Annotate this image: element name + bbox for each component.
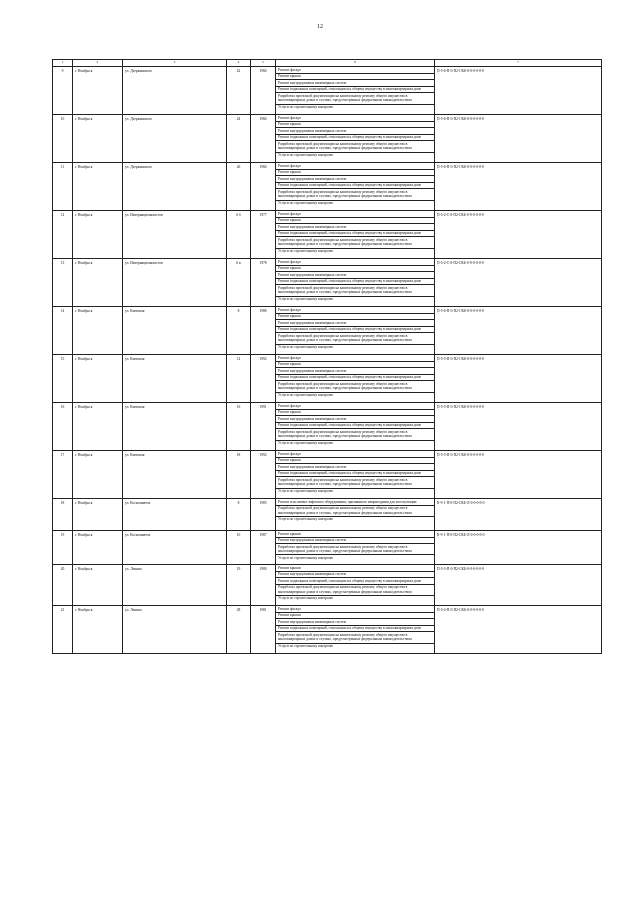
build-year-cell: 1984 — [251, 67, 276, 115]
work-item: Услуги по строительному контролю — [278, 489, 334, 494]
house-code-cell: П-5-6-П-0-П2-СКБ-0-0-0-0-0-0 — [435, 115, 602, 163]
work-item: Ремонт фасада — [276, 115, 434, 122]
row-number: 20 — [53, 565, 73, 606]
work-item: Ремонт крыши — [276, 362, 434, 369]
city-cell: г. Ноябрьск — [73, 211, 123, 259]
work-item: Разработка проектной документации на капитальному ремонту общего имущества в многоквартирных домах в случаях, предусмотренных федеральным законодательством — [276, 141, 434, 152]
street-cell: ул. Дзержинского — [123, 163, 227, 211]
house-number-cell: 12 — [227, 355, 251, 403]
city-cell: г. Ноябрьск — [73, 565, 123, 606]
house-number-cell: 28 — [227, 606, 251, 654]
work-item: Ремонт фасада — [276, 163, 434, 170]
street-cell: ул. Киевская — [123, 307, 227, 355]
street-cell: ул. Дзержинского — [123, 67, 227, 115]
works-list-cell — [276, 163, 435, 211]
build-year-cell: 1988 — [251, 307, 276, 355]
work-item: Услуги по строительному контролю — [278, 393, 334, 398]
city-cell: г. Ноябрьск — [73, 115, 123, 163]
work-item: Ремонт фасада — [276, 355, 434, 362]
work-item: Ремонт внутридомовых инженерных систем — [276, 128, 434, 135]
street-cell: ул. Киевская — [123, 403, 227, 451]
work-item: Ремонт внутридомовых инженерных систем — [276, 572, 434, 579]
work-item: Ремонт подвальных помещений, относящихся к общему имуществу в многоквартирном доме — [276, 135, 434, 142]
work-item: Ремонт внутридомовых инженерных систем — [276, 272, 434, 279]
build-year-cell: 1981 — [251, 606, 276, 654]
house-code-cell: П-5-6-П-0-П2-СКБ-0-0-0-0-0-0 — [435, 163, 602, 211]
house-number-cell: 6 б — [227, 211, 251, 259]
city-cell: г. Ноябрьск — [73, 355, 123, 403]
work-item: Ремонт крыши — [276, 74, 434, 81]
row-number: 17 — [53, 451, 73, 499]
city-cell: г. Ноябрьск — [73, 531, 123, 565]
row-number: 21 — [53, 606, 73, 654]
work-item: Ремонт крыши — [276, 314, 434, 321]
house-code-cell: П-5-6-П-0-П2-СКБ-0-0-0-0-0-0 — [435, 67, 602, 115]
street-cell: ул. Космонавтов — [123, 531, 227, 565]
work-item: Ремонт фасада — [276, 211, 434, 218]
city-cell: г. Ноябрьск — [73, 451, 123, 499]
work-item: Разработка проектной документации на капитальному ремонту общего имущества в многоквартирных домах в случаях, предусмотренных федеральным законодательством — [276, 506, 434, 517]
works-list-cell — [276, 565, 435, 606]
row-number: 15 — [53, 355, 73, 403]
work-item: Услуги по строительному контролю — [278, 345, 334, 350]
header-cell: 7 — [435, 60, 602, 67]
work-item: Ремонт фасада — [276, 451, 434, 458]
header-cell: 3 — [123, 60, 227, 67]
house-code-cell: П-5-5-П-0-П2-СКБ-0-0-0-0-0-0 — [435, 403, 602, 451]
street-cell: ул. Киевская — [123, 355, 227, 403]
row-number: 9 — [53, 67, 73, 115]
works-list-cell — [276, 403, 435, 451]
work-item: Ремонт крыши — [276, 170, 434, 177]
house-number-cell: 10 — [227, 531, 251, 565]
house-number-cell: 18 — [227, 451, 251, 499]
table-row — [53, 67, 602, 115]
street-cell: ул. Ленина — [123, 606, 227, 654]
house-number-cell: 24 — [227, 115, 251, 163]
work-item: Разработка проектной документации на капитальному ремонту общего имущества в многоквартирных домах в случаях, предусмотренных федеральным законодательством — [276, 189, 434, 200]
work-item: Услуги по строительному контролю — [278, 105, 334, 110]
work-item: Ремонт или замена лифтового оборудования, признанного непригодным для эксплуатации — [276, 499, 434, 506]
table-row — [53, 355, 602, 403]
works-list-cell — [276, 355, 435, 403]
street-cell: ул. Дзержинского — [123, 115, 227, 163]
house-number-cell: 8 — [227, 499, 251, 531]
build-year-cell: 1992 — [251, 451, 276, 499]
row-number: 12 — [53, 211, 73, 259]
work-item: Ремонт внутридомовых инженерных систем — [276, 80, 434, 87]
works-list-cell — [276, 499, 435, 531]
work-item: Ремонт внутридомовых инженерных систем — [276, 619, 434, 626]
works-list-cell — [276, 451, 435, 499]
table-row — [53, 259, 602, 307]
house-code-cell: П-5-6-П-0-П2-СКБ-0-0-0-0-0-0 — [435, 307, 602, 355]
build-year-cell: 1984 — [251, 115, 276, 163]
work-item: Услуги по строительному контролю — [278, 596, 334, 601]
work-item: Разработка проектной документации на капитальному ремонту общего имущества в многоквартирных домах в случаях, предусмотренных федеральным законодательством — [276, 585, 434, 596]
city-cell: г. Ноябрьск — [73, 163, 123, 211]
work-item: Ремонт подвальных помещений, относящихся к общему имуществу в многоквартирном доме — [276, 375, 434, 382]
work-item: Разработка проектной документации на капитальному ремонту общего имущества в многоквартирных домах в случаях, предусмотренных федеральным законодательством — [276, 477, 434, 488]
work-item: Услуги по строительному контролю — [278, 153, 334, 158]
work-item: Ремонт фасада — [276, 67, 434, 74]
table-row — [53, 115, 602, 163]
street-cell: ул. Космонавтов — [123, 499, 227, 531]
row-number: 10 — [53, 115, 73, 163]
row-number: 14 — [53, 307, 73, 355]
work-item: Ремонт внутридомовых инженерных систем — [276, 538, 434, 545]
work-item: Ремонт внутридомовых инженерных систем — [276, 176, 434, 183]
work-item: Ремонт подвальных помещений, относящихся к общему имуществу в многоквартирном доме — [276, 578, 434, 585]
build-year-cell: 1978 — [251, 259, 276, 307]
row-number: 13 — [53, 259, 73, 307]
row-number: 18 — [53, 499, 73, 531]
work-item: Ремонт подвальных помещений, относящихся к общему имуществу в многоквартирном доме — [276, 327, 434, 334]
work-item: Разработка проектной документации на капитальному ремонту общего имущества в многоквартирных домах в случаях, предусмотренных федеральным законодательством — [276, 285, 434, 296]
table-row — [53, 451, 602, 499]
works-list-cell — [276, 606, 435, 654]
works-list-cell — [276, 307, 435, 355]
table-row — [53, 606, 602, 654]
build-year-cell: 1992 — [251, 355, 276, 403]
work-item: Ремонт подвальных помещений, относящихся к общему имуществу в многоквартирном доме — [276, 231, 434, 238]
house-code-cell: П-5-4-П-0-П2-СКБ-0-0-0-0-0-0 — [435, 606, 602, 654]
work-item: Разработка проектной документации на капитальному ремонту общего имущества в многоквартирных домах в случаях, предусмотренных федеральным законодательством — [276, 632, 434, 643]
work-item: Разработка проектной документации на капитальному ремонту общего имущества в многоквартирных домах в случаях, предусмотренных федеральным законодательством — [276, 237, 434, 248]
house-code-cell: К-9-1-П-0-П2-СКБ-Л-0-0-0-0-0 — [435, 499, 602, 531]
row-number: 16 — [53, 403, 73, 451]
street-cell: ул. Интернационалистов — [123, 211, 227, 259]
work-item: Ремонт внутридомовых инженерных систем — [276, 368, 434, 375]
house-code-cell: П-5-2-С-0-П2-СКБ-0-0-0-0-0-0 — [435, 259, 602, 307]
work-item: Ремонт фасада — [276, 259, 434, 266]
page-number: 12 — [317, 24, 323, 30]
work-item: Ремонт крыши — [276, 266, 434, 273]
city-cell: г. Ноябрьск — [73, 307, 123, 355]
work-item: Разработка проектной документации на капитальному ремонту общего имущества в многоквартирных домах в случаях, предусмотренных федеральным законодательством — [276, 93, 434, 104]
row-number: 19 — [53, 531, 73, 565]
house-number-cell: 22 — [227, 67, 251, 115]
work-item: Ремонт фасада — [276, 403, 434, 410]
city-cell: г. Ноябрьск — [73, 67, 123, 115]
work-item: Разработка проектной документации на капитальному ремонту общего имущества в многоквартирных домах в случаях, предусмотренных федеральным законодательством — [276, 544, 434, 555]
work-item: Ремонт подвальных помещений, относящихся к общему имуществу в многоквартирном доме — [276, 423, 434, 430]
house-number-cell: 6 в — [227, 259, 251, 307]
repair-register-table — [52, 59, 602, 654]
house-number-cell: 16 — [227, 403, 251, 451]
table-row — [53, 403, 602, 451]
work-item: Разработка проектной документации на капитальному ремонту общего имущества в многоквартирных домах в случаях, предусмотренных федеральным законодательством — [276, 381, 434, 392]
works-list-cell — [276, 67, 435, 115]
build-year-cell: 1985 — [251, 499, 276, 531]
house-code-cell: П-5-5-П-0-П2-СКБ-0-0-0-0-0-0 — [435, 451, 602, 499]
header-row — [53, 60, 602, 67]
works-list-cell — [276, 211, 435, 259]
work-item: Услуги по строительному контролю — [278, 441, 334, 446]
house-code-cell: П-5-5-П-0-П2-СКБ-0-0-0-0-0-0 — [435, 355, 602, 403]
row-number: 11 — [53, 163, 73, 211]
table-row — [53, 565, 602, 606]
work-item: Услуги по строительному контролю — [278, 201, 334, 206]
work-item: Ремонт фасада — [276, 606, 434, 613]
works-list-cell — [276, 531, 435, 565]
table-row — [53, 211, 602, 259]
work-item: Ремонт фасада — [276, 307, 434, 314]
work-item: Ремонт подвальных помещений, относящихся к общему имуществу в многоквартирном доме — [276, 626, 434, 633]
work-item: Ремонт крыши — [276, 458, 434, 465]
work-item: Услуги по строительному контролю — [278, 249, 334, 254]
work-item: Ремонт подвальных помещений, относящихся к общему имуществу в многоквартирном доме — [276, 87, 434, 94]
header-cell: 5 — [251, 60, 276, 67]
house-code-cell: П-5-5-П-0-П2-СКБ-0-0-0-0-0-0 — [435, 565, 602, 606]
work-item: Ремонт крыши — [276, 410, 434, 417]
work-item: Услуги по строительному контролю — [278, 555, 334, 560]
work-item: Ремонт крыши — [276, 218, 434, 225]
work-item: Услуги по строительному контролю — [278, 644, 334, 649]
header-cell: 1 — [53, 60, 73, 67]
house-code-cell: К-9-1-П-0-П2-СКБ-Л-0-0-0-0-0 — [435, 531, 602, 565]
build-year-cell: 1991 — [251, 403, 276, 451]
build-year-cell: 1984 — [251, 163, 276, 211]
build-year-cell: 1980 — [251, 565, 276, 606]
work-item: Услуги по строительному контролю — [278, 297, 334, 302]
header-cell: 2 — [73, 60, 123, 67]
work-item: Ремонт крыши — [276, 531, 434, 538]
works-list-cell — [276, 115, 435, 163]
work-item: Ремонт внутридомовых инженерных систем — [276, 416, 434, 423]
work-item: Ремонт внутридомовых инженерных систем — [276, 320, 434, 327]
build-year-cell: 1987 — [251, 531, 276, 565]
table-row — [53, 163, 602, 211]
street-cell: ул. Киевская — [123, 451, 227, 499]
header-cell: 4 — [227, 60, 251, 67]
city-cell: г. Ноябрьск — [73, 499, 123, 531]
work-item: Ремонт внутридомовых инженерных систем — [276, 464, 434, 471]
work-item: Ремонт подвальных помещений, относящихся к общему имуществу в многоквартирном доме — [276, 471, 434, 478]
work-item: Ремонт крыши — [276, 613, 434, 620]
house-number-cell: 19 — [227, 565, 251, 606]
table-row — [53, 499, 602, 531]
work-item: Разработка проектной документации на капитальному ремонту общего имущества в многоквартирных домах в случаях, предусмотренных федеральным законодательством — [276, 429, 434, 440]
table-row — [53, 307, 602, 355]
house-number-cell: 26 — [227, 163, 251, 211]
work-item: Разработка проектной документации на капитальному ремонту общего имущества в многоквартирных домах в случаях, предусмотренных федеральным законодательством — [276, 333, 434, 344]
work-item: Ремонт подвальных помещений, относящихся к общему имуществу в многоквартирном доме — [276, 183, 434, 190]
work-item: Ремонт подвальных помещений, относящихся к общему имуществу в многоквартирном доме — [276, 279, 434, 286]
work-item: Услуги по строительному контролю — [278, 517, 334, 522]
build-year-cell: 1977 — [251, 211, 276, 259]
header-cell: 6 — [276, 60, 435, 67]
street-cell: ул. Интернационалистов — [123, 259, 227, 307]
works-list-cell — [276, 259, 435, 307]
city-cell: г. Ноябрьск — [73, 606, 123, 654]
city-cell: г. Ноябрьск — [73, 259, 123, 307]
work-item: Ремонт крыши — [276, 565, 434, 572]
table-row — [53, 531, 602, 565]
street-cell: ул. Ленина — [123, 565, 227, 606]
work-item: Ремонт внутридомовых инженерных систем — [276, 224, 434, 231]
house-code-cell: П-5-2-С-0-П2-СКБ-0-0-0-0-0-0 — [435, 211, 602, 259]
city-cell: г. Ноябрьск — [73, 403, 123, 451]
house-number-cell: 8 — [227, 307, 251, 355]
work-item: Ремонт крыши — [276, 122, 434, 129]
